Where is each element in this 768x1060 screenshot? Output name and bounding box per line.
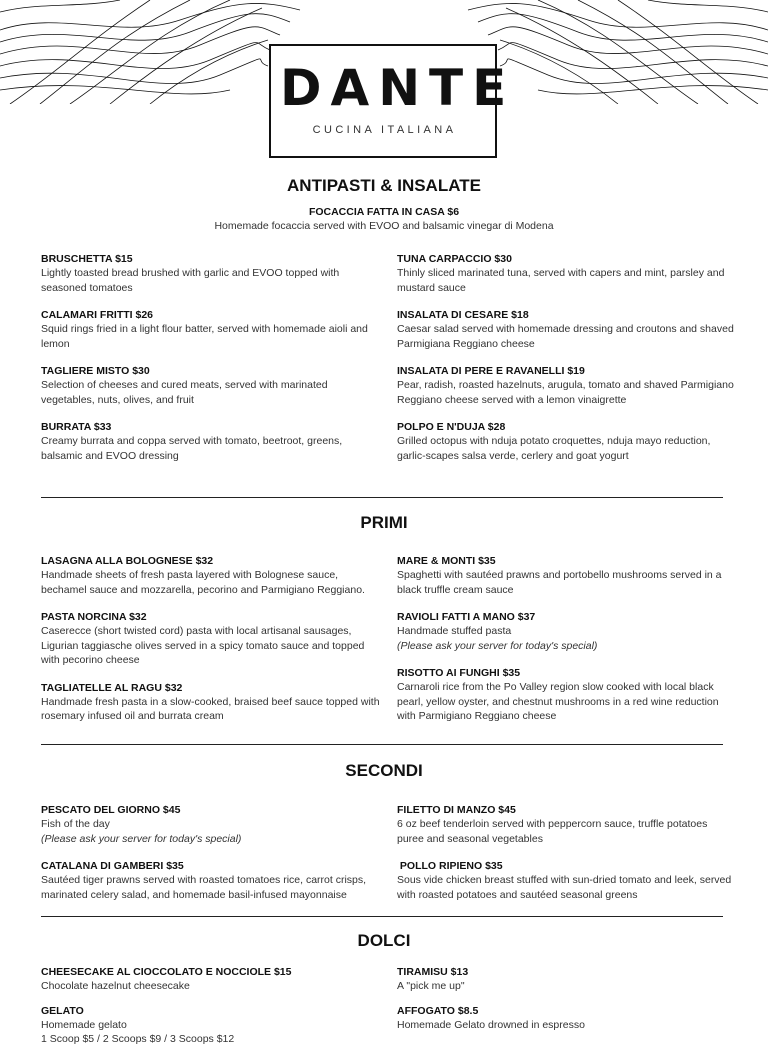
primi-right-column bbox=[397, 554, 737, 737]
primi-left-column bbox=[41, 554, 381, 737]
menu-item bbox=[41, 610, 381, 668]
item-desc: Caserecce (short twisted cord) pasta with local artisanal sausages, Ligurian taggiasche olives served in a spicy tomato sauce and topped with pecorino cheese bbox=[41, 625, 365, 666]
item-desc: Grilled octopus with nduja potato croquettes, nduja mayo reduction, garlic-scapes salsa verde, cerlery and goat yogurt bbox=[397, 435, 711, 462]
item-title: TIRAMISU $13 bbox=[397, 966, 469, 978]
item-title: MARE & MONTI $35 bbox=[397, 555, 496, 567]
menu-item bbox=[397, 803, 737, 846]
item-desc: Squid rings fried in a light flour batter, served with homemade aioli and lemon bbox=[41, 323, 368, 350]
menu-item bbox=[41, 308, 381, 351]
item-desc: Handmade sheets of fresh pasta layered with Bolognese sauce, bechamel sauce and mozzarella, pecorino and Parmigiano Reggiano. bbox=[41, 569, 365, 596]
item-desc: Spaghetti with sautéed prawns and portobello mushrooms served in a black truffle cream sauce bbox=[397, 569, 722, 596]
section-divider bbox=[41, 497, 723, 498]
item-title: TUNA CARPACCIO $30 bbox=[397, 253, 512, 265]
item-title: POLPO E N'DUJA $28 bbox=[397, 421, 506, 433]
item-title: INSALATA DI PERE E RAVANELLI $19 bbox=[397, 365, 585, 377]
restaurant-name: DANTE bbox=[280, 59, 516, 117]
secondi-right-column bbox=[397, 803, 737, 915]
menu-item bbox=[397, 420, 737, 463]
item-desc: Pear, radish, roasted hazelnuts, arugula, tomato and shaved Parmigiano Reggiano cheese served with a lemon vinaigrette bbox=[397, 379, 734, 406]
restaurant-tagline: CUCINA ITALIANA bbox=[312, 124, 457, 136]
item-title: CALAMARI FRITTI $26 bbox=[41, 309, 154, 321]
menu-item bbox=[397, 1004, 737, 1033]
item-desc: A "pick me up" bbox=[397, 980, 465, 992]
section-title-dolci: DOLCI bbox=[357, 931, 411, 950]
item-title: CATALANA DI GAMBERI $35 bbox=[41, 860, 184, 872]
menu-item bbox=[41, 420, 381, 463]
menu-item bbox=[397, 554, 737, 597]
antipasti-left-column bbox=[41, 252, 381, 476]
menu-item bbox=[397, 965, 737, 994]
item-note: (Please ask your server for today's special) bbox=[397, 639, 598, 652]
item-title: CHEESECAKE AL CIOCCOLATO E NOCCIOLE $15 bbox=[41, 966, 292, 978]
item-title: FOCACCIA FATTA IN CASA $6 bbox=[308, 206, 460, 218]
section-title-primi: PRIMI bbox=[360, 513, 408, 532]
item-desc: Creamy burrata and coppa served with tomato, beetroot, greens, balsamic and EVOO dressing bbox=[41, 435, 343, 462]
menu-item bbox=[41, 681, 381, 724]
item-title: FILETTO DI MANZO $45 bbox=[397, 804, 516, 816]
item-desc: Handmade stuffed pasta bbox=[397, 625, 512, 637]
section-divider bbox=[41, 916, 723, 917]
item-title: INSALATA DI CESARE $18 bbox=[397, 309, 529, 321]
featured-item bbox=[0, 205, 768, 234]
item-desc: Selection of cheeses and cured meats, served with marinated vegetables, nuts, olives, and fruit bbox=[41, 379, 328, 406]
item-desc: Fish of the day bbox=[41, 818, 110, 830]
item-desc: 6 oz beef tenderloin served with peppercorn sauce, truffle potatoes puree and seasonal vegetables bbox=[397, 818, 708, 845]
menu-item bbox=[41, 1004, 381, 1047]
section-title-antipasti: ANTIPASTI & INSALATE bbox=[287, 176, 481, 195]
item-note: (Please ask your server for today's special) bbox=[41, 832, 242, 845]
menu-item bbox=[41, 554, 381, 597]
item-desc: Sautéed tiger prawns served with roasted tomatoes rice, carrot crisps, marinated celery salad, and homemade basil-infused mayonnaise bbox=[41, 874, 367, 901]
dolci-right-column bbox=[397, 965, 737, 1045]
menu-item bbox=[397, 610, 737, 653]
item-desc: Sous vide chicken breast stuffed with sun-dried tomato and leek, served with roasted potatoes and sautéed seasonal greens bbox=[397, 874, 732, 901]
menu-item bbox=[41, 252, 381, 295]
item-desc: Chocolate hazelnut cheesecake bbox=[41, 980, 190, 992]
item-title: BRUSCHETTA $15 bbox=[41, 253, 133, 265]
item-desc: Caesar salad served with homemade dressing and croutons and shaved Parmigiana Reggiano cheese bbox=[397, 323, 734, 350]
menu-item bbox=[41, 965, 381, 994]
item-title: RAVIOLI FATTI A MANO $37 bbox=[397, 611, 536, 623]
section-title-secondi: SECONDI bbox=[345, 761, 423, 780]
item-desc: Homemade gelato bbox=[41, 1018, 127, 1031]
dolci-left-column bbox=[41, 965, 381, 1060]
secondi-left-column bbox=[41, 803, 381, 915]
item-title: AFFOGATO $8.5 bbox=[397, 1004, 479, 1017]
item-title: PESCATO DEL GIORNO $45 bbox=[41, 804, 181, 816]
item-desc: Handmade fresh pasta in a slow-cooked, braised beef sauce topped with rosemary infused oil and burrata cream bbox=[41, 695, 380, 722]
item-title: LASAGNA ALLA BOLOGNESE $32 bbox=[41, 555, 214, 567]
menu-item bbox=[41, 859, 381, 902]
menu-item bbox=[397, 859, 737, 902]
menu-item bbox=[397, 364, 737, 407]
item-title: PASTA NORCINA $32 bbox=[41, 611, 147, 623]
menu-item bbox=[41, 803, 381, 846]
item-price-list: 1 Scoop $5 / 2 Scoops $9 / 3 Scoops $12 bbox=[41, 1033, 235, 1045]
item-desc: Thinly sliced marinated tuna, served with capers and mint, parsley and mustard sauce bbox=[397, 267, 725, 294]
item-title: TAGLIERE MISTO $30 bbox=[41, 365, 150, 377]
menu-item bbox=[397, 308, 737, 351]
menu-item bbox=[397, 252, 737, 295]
item-title: GELATO bbox=[41, 1004, 84, 1017]
item-title: TAGLIATELLE AL RAGU $32 bbox=[41, 681, 183, 694]
antipasti-right-column bbox=[397, 252, 737, 476]
item-desc: Lightly toasted bread brushed with garlic and EVOO topped with seasoned tomatoes bbox=[41, 267, 340, 294]
menu-item bbox=[41, 364, 381, 407]
item-desc: Carnaroli rice from the Po Valley region slow cooked with local black pearl, yellow oyster, and chestnut mushrooms in a red wine reduction with Parmigiano Reggiano cheese bbox=[397, 681, 719, 722]
item-title: RISOTTO AI FUNGHI $35 bbox=[397, 667, 521, 679]
item-title: POLLO RIPIENO $35 bbox=[397, 860, 503, 872]
item-title: BURRATA $33 bbox=[41, 421, 112, 433]
item-desc: Homemade focaccia served with EVOO and balsamic vinegar di Modena bbox=[214, 220, 554, 232]
section-divider bbox=[41, 744, 723, 745]
restaurant-logo bbox=[269, 44, 516, 158]
menu-item bbox=[397, 666, 737, 724]
item-desc: Homemade Gelato drowned in espresso bbox=[397, 1018, 585, 1031]
